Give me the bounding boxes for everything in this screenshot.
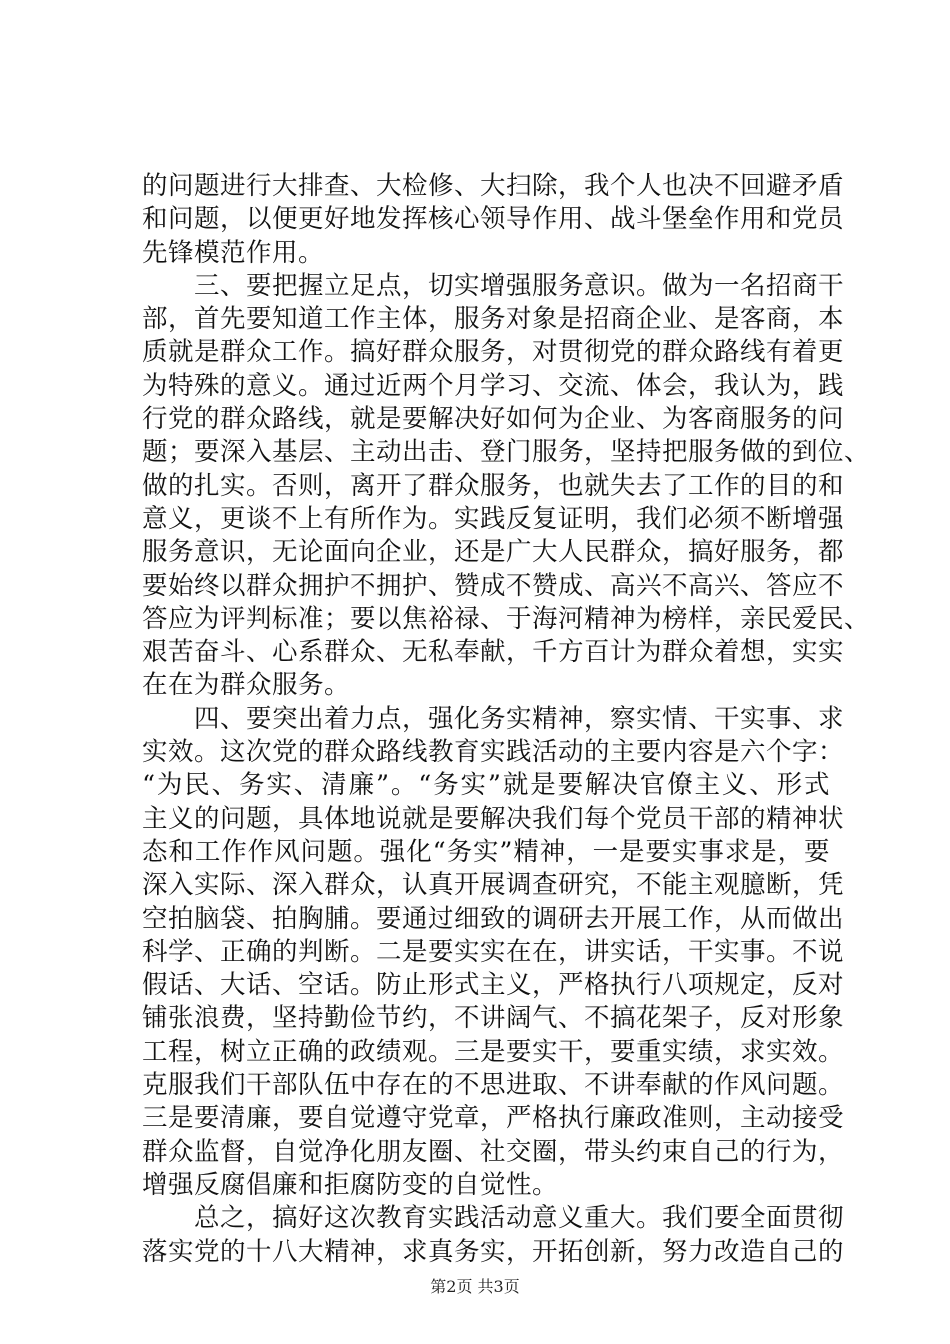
text-line: 铺张浪费，坚持勤俭节约，不讲阔气、不搞花架子，反对形象 <box>142 1003 845 1034</box>
text-line: 态和工作作风问题。强化“务实”精神，一是要实事求是，要 <box>142 836 830 867</box>
text-line: 总之，搞好这次教育实践活动意义重大。我们要全面贯彻 <box>142 1203 845 1234</box>
text-line: 主义的问题，具体地说就是要解决我们每个党员干部的精神状 <box>142 803 845 834</box>
text-line: 克服我们干部队伍中存在的不思进取、不讲奉献的作风问题。 <box>142 1070 845 1101</box>
text-line: 科学、正确的判断。二是要实实在在，讲实话，干实事。不说 <box>142 936 845 967</box>
text-line: 质就是群众工作。搞好群众服务，对贯彻党的群众路线有着更 <box>142 337 845 368</box>
text-line: 服务意识，无论面向企业，还是广大人民群众，搞好服务，都 <box>142 537 845 568</box>
text-line: 意义，更谈不上有所作为。实践反复证明，我们必须不断增强 <box>142 503 845 534</box>
text-line: 三、要把握立足点，切实增强服务意识。做为一名招商干 <box>142 270 845 301</box>
text-line: 三是要清廉，要自觉遵守党章，严格执行廉政准则，主动接受 <box>142 1103 845 1134</box>
text-line: 空拍脑袋、拍胸脯。要通过细致的调研去开展工作，从而做出 <box>142 903 845 934</box>
text-line: 工程，树立正确的政绩观。三是要实干，要重实绩，求实效。 <box>142 1036 845 1067</box>
text-line: 先锋模范作用。 <box>142 237 325 268</box>
text-line: 和问题，以便更好地发挥核心领导作用、战斗堡垒作用和党员 <box>142 204 845 235</box>
page-footer: 第2页 共3页 <box>430 1277 520 1296</box>
text-line: 在在为群众服务。 <box>142 670 351 701</box>
body-text <box>142 170 871 1269</box>
text-line: 答应为评判标准；要以焦裕禄、于海河精神为榜样，亲民爱民、 <box>142 603 871 634</box>
text-line: 的问题进行大排查、大检修、大扫除，我个人也决不回避矛盾 <box>142 171 845 201</box>
text-line: 四、要突出着力点，强化务实精神，察实情、干实事、求 <box>142 703 845 734</box>
text-line: 艰苦奋斗、心系群众、无私奉献，千方百计为群众着想，实实 <box>142 637 845 668</box>
text-line: 实效。这次党的群众路线教育实践活动的主要内容是六个字： <box>142 737 845 768</box>
text-line: 增强反腐倡廉和拒腐防变的自觉性。 <box>142 1169 559 1200</box>
text-line: “为民、务实、清廉”。“务实”就是要解决官僚主义、形式 <box>142 770 830 801</box>
text-line: 深入实际、深入群众，认真开展调查研究，不能主观臆断，凭 <box>142 870 845 901</box>
text-line: 群众监督，自觉净化朋友圈、社交圈，带头约束自己的行为， <box>142 1136 845 1167</box>
text-line: 部，首先要知道工作主体，服务对象是招商企业、是客商，本 <box>142 304 845 335</box>
text-line: 假话、大话、空话。防止形式主义，严格执行八项规定，反对 <box>142 970 845 1001</box>
text-line: 做的扎实。否则，离开了群众服务，也就失去了工作的目的和 <box>142 470 845 501</box>
text-line: 题；要深入基层、主动出击、登门服务，坚持把服务做的到位、 <box>142 437 871 468</box>
text-line: 落实党的十八大精神，求真务实，开拓创新，努力改造自己的 <box>142 1236 845 1267</box>
text-line: 为特殊的意义。通过近两个月学习、交流、体会，我认为，践 <box>142 370 845 401</box>
text-line: 要始终以群众拥护不拥护、赞成不赞成、高兴不高兴、答应不 <box>142 570 845 601</box>
text-line: 行党的群众路线，就是要解决好如何为企业、为客商服务的问 <box>142 404 845 435</box>
